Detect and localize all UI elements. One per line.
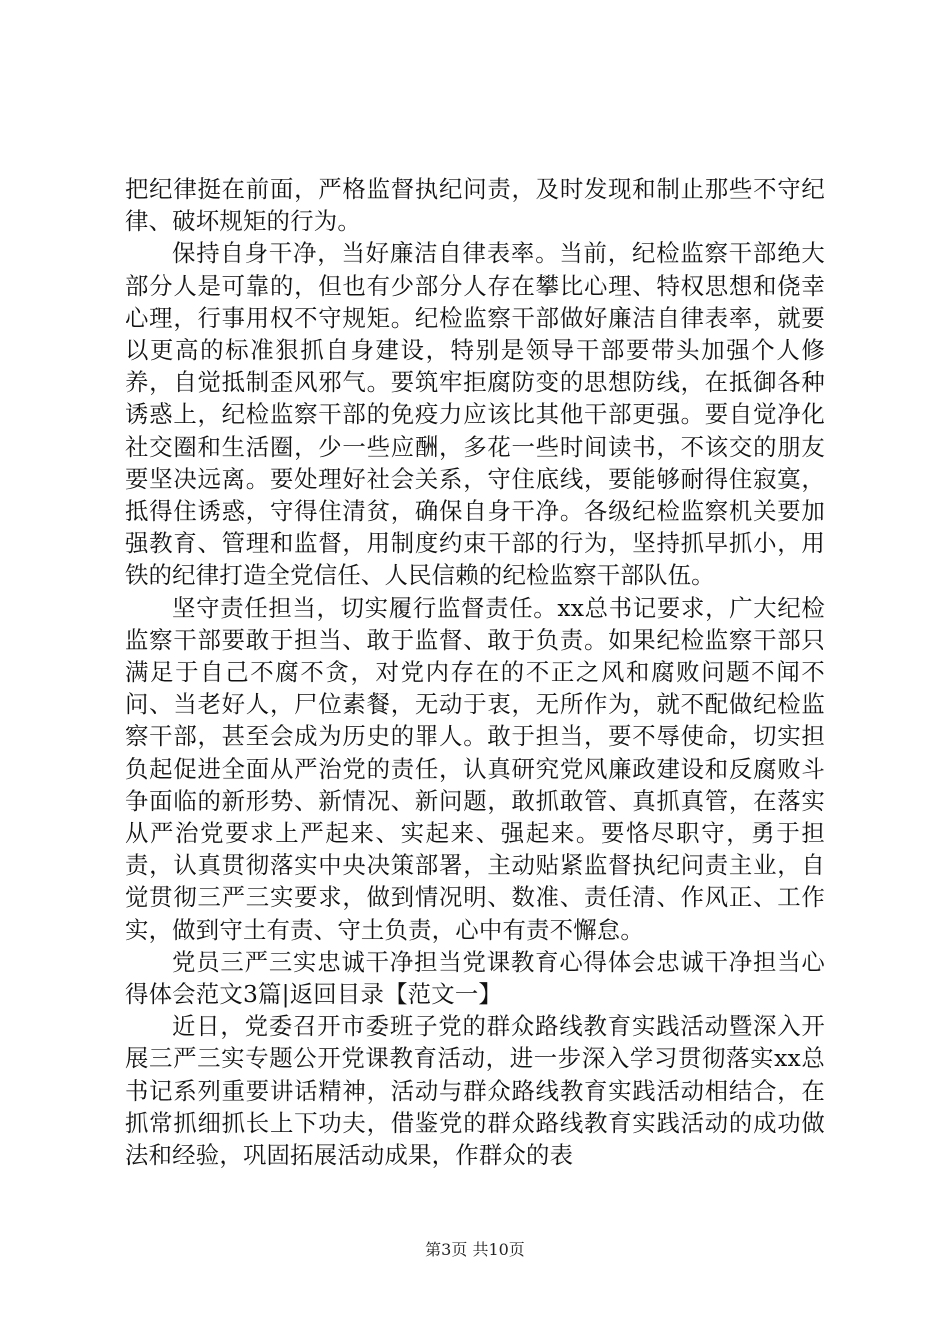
paragraph-sample-one: 近日，党委召开市委班子党的群众路线教育实践活动暨深入开展三严三实专题公开党课教育活动，进一步深入学习贯彻落实xx总书记系列重要讲话精神，活动与群众路线教育实践活动相结合，在抓常抓细抓长上下功夫，借鉴党的群众路线教育实践活动的成功做法和经验，巩固拓展活动成果，作群众的表 [125,1012,825,1170]
page-number-footer: 第3页 共10页 [425,1240,525,1259]
paragraph-continuation: 把纪律挺在前面，严格监督执纪问责，及时发现和制止那些不守纪律、破坏规矩的行为。 [125,175,825,236]
document-body [125,173,825,1171]
paragraph-section-heading: 党员三严三实忠诚干净担当党课教育心得体会忠诚干净担当心得体会范文3篇|返回目录【范文一】 [125,947,825,1009]
paragraph-responsibility: 坚守责任担当，切实履行监督责任。xx总书记要求，广大纪检监察干部要敢于担当、敢于监督、敢于负责。如果纪检监察干部只满足于自己不腐不贪，对党内存在的不正之风和腐败问题不闻不问、当老好人，尸位素餐，无动于衷，无所作为，就不配做纪检监察干部，甚至会成为历史的罪人。敢于担当，要不辱使命，切实担负起促进全面从严治党的责任，认真研究党风廉政建设和反腐败斗争面临的新形势、新情况、新问题，敢抓敢管、真抓真管，在落实从严治党要求上严起来、实起来、强起来。要恪尽职守，勇于担责，认真贯彻落实中央决策部署，主动贴紧监督执纪问责主业，自觉贯彻三严三实要求，做到情况明、数准、责任清、作风正、工作实，做到守土有责、守土负责，心中有责不懈怠。 [125,593,825,944]
paragraph-integrity: 保持自身干净，当好廉洁自律表率。当前，纪检监察干部绝大部分人是可靠的，但也有少部分人存在攀比心理、特权思想和侥幸心理，行事用权不守规矩。纪检监察干部做好廉洁自律表率，就要以更高的标准狠抓自身建设，特别是领导干部要带头加强个人修养，自觉抵制歪风邪气。要筑牢拒腐防变的思想防线，在抵御各种诱惑上，纪检监察干部的免疫力应该比其他干部更强。要自觉净化社交圈和生活圈，少一些应酬，多花一些时间读书，不该交的朋友要坚决远离。要处理好社会关系，守住底线，要能够耐得住寂寞，抵得住诱惑，守得住清贫，确保自身干净。各级纪检监察机关要加强教育、管理和监督，用制度约束干部的行为，坚持抓早抓小，用铁的纪律打造全党信任、人民信赖的纪检监察干部队伍。 [125,239,825,590]
